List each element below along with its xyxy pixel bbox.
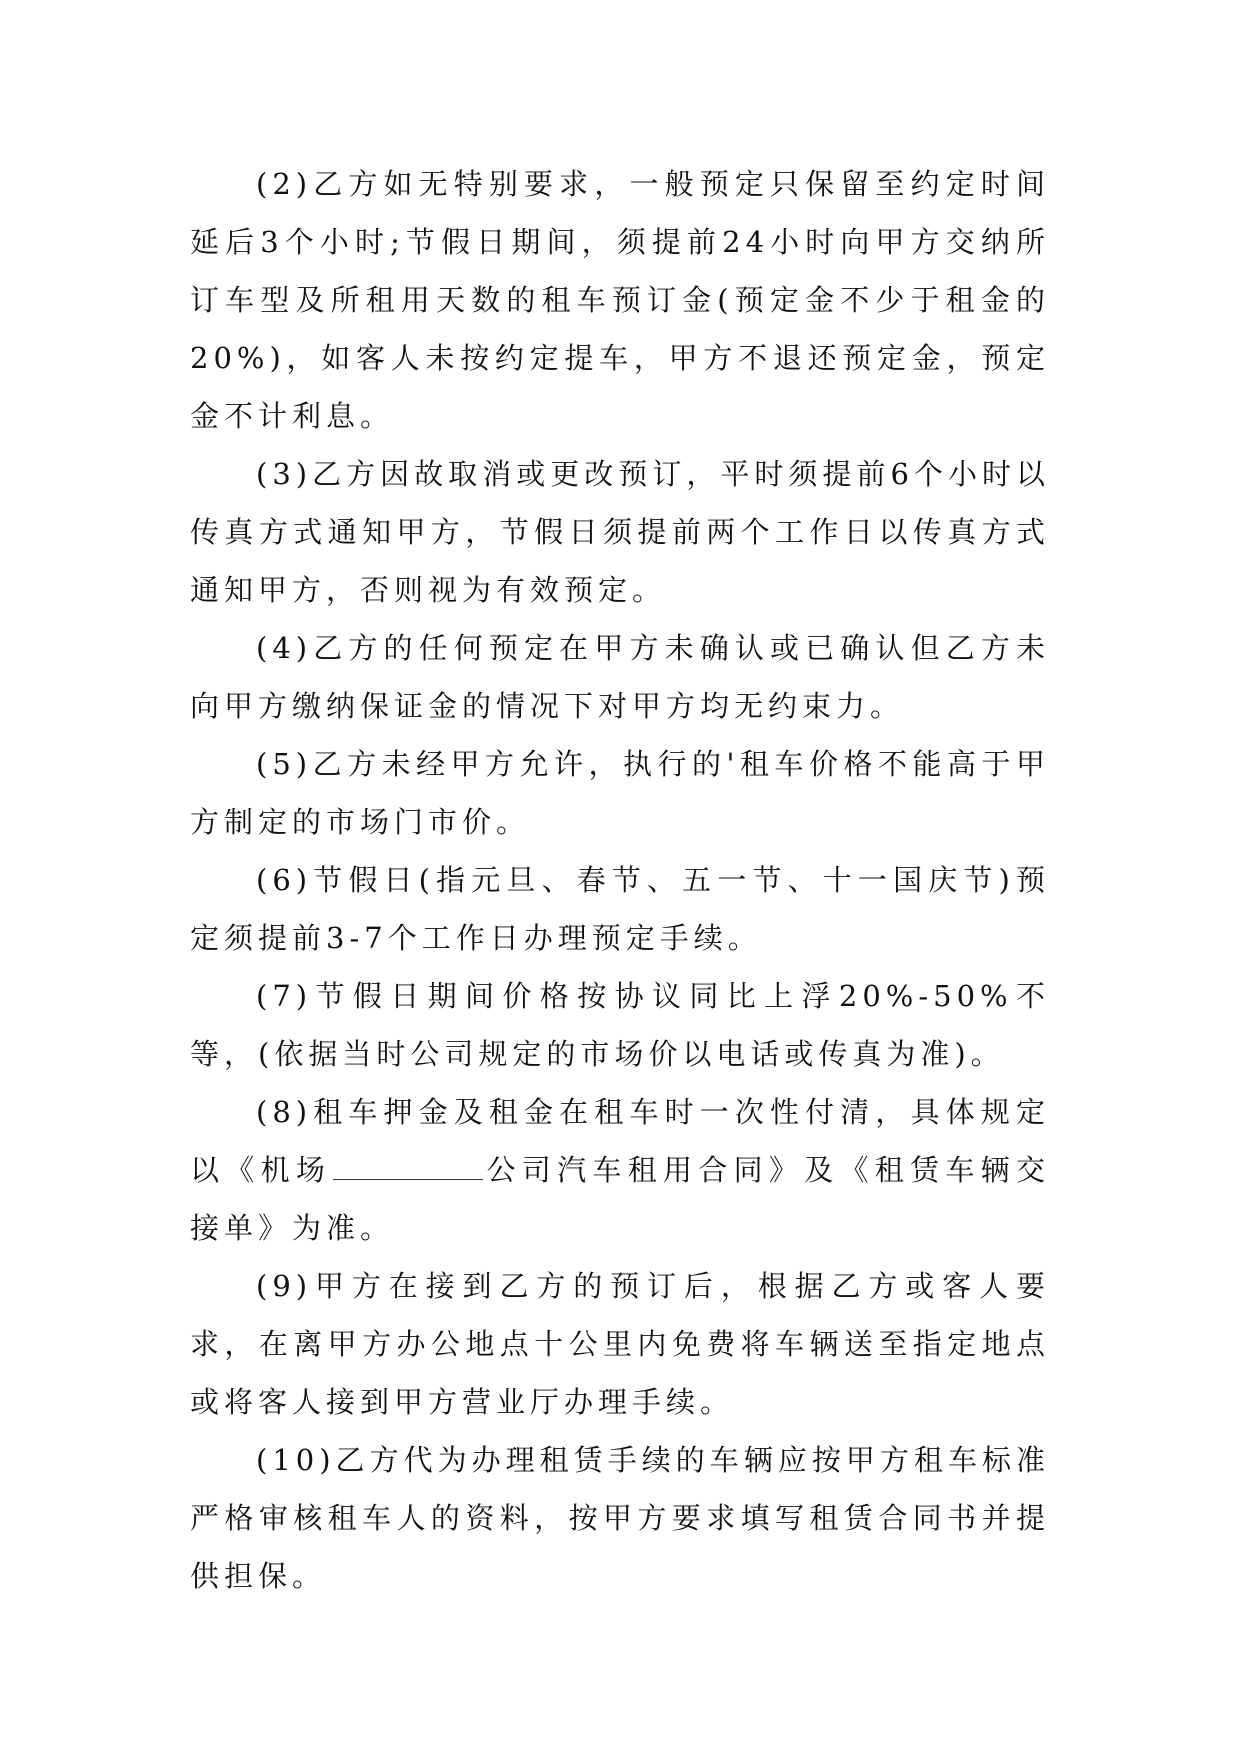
clause-8-part-1: (8)租车押金及租金在租车时一次性付清，具体规定以《机场: [190, 1095, 1050, 1187]
clause-5: (5)乙方未经甲方允许，执行的'租车价格不能高于甲方制定的市场门市价。: [190, 747, 1050, 839]
clause-7: (7)节假日期间价格按协议同比上浮20%-50%不等，(依据当时公司规定的市场价以电话或传真为准)。: [190, 979, 1050, 1071]
clause-8-part-2: 公司汽车租用合同》及《租赁车辆交接单》为准。: [190, 1153, 1050, 1245]
clause-2: (2)乙方如无特别要求，一般预定只保留至约定时间延后3个小时;节假日期间，须提前24小时向甲方交纳所订车型及所租用天数的租车预订金(预定金不少于租金的20%)，如客人未按约定提车，甲方不退还预定金，预定金不计利息。: [190, 167, 1050, 433]
fill-in-blank: [333, 1155, 483, 1180]
document-body: [190, 155, 1050, 1605]
clause-8: [190, 1083, 1050, 1257]
clause-6: (6)节假日(指元旦、春节、五一节、十一国庆节)预定须提前3-7个工作日办理预定手续。: [190, 863, 1050, 955]
clause-10: (10)乙方代为办理租赁手续的车辆应按甲方租车标准严格审核租车人的资料，按甲方要求填写租赁合同书并提供担保。: [190, 1443, 1050, 1593]
clause-9: (9)甲方在接到乙方的预订后，根据乙方或客人要求，在离甲方办公地点十公里内免费将车辆送至指定地点或将客人接到甲方营业厅办理手续。: [190, 1269, 1050, 1419]
clause-3: (3)乙方因故取消或更改预订，平时须提前6个小时以传真方式通知甲方，节假日须提前两个工作日以传真方式通知甲方，否则视为有效预定。: [190, 457, 1050, 607]
clause-4: (4)乙方的任何预定在甲方未确认或已确认但乙方未向甲方缴纳保证金的情况下对甲方均无约束力。: [190, 631, 1050, 723]
